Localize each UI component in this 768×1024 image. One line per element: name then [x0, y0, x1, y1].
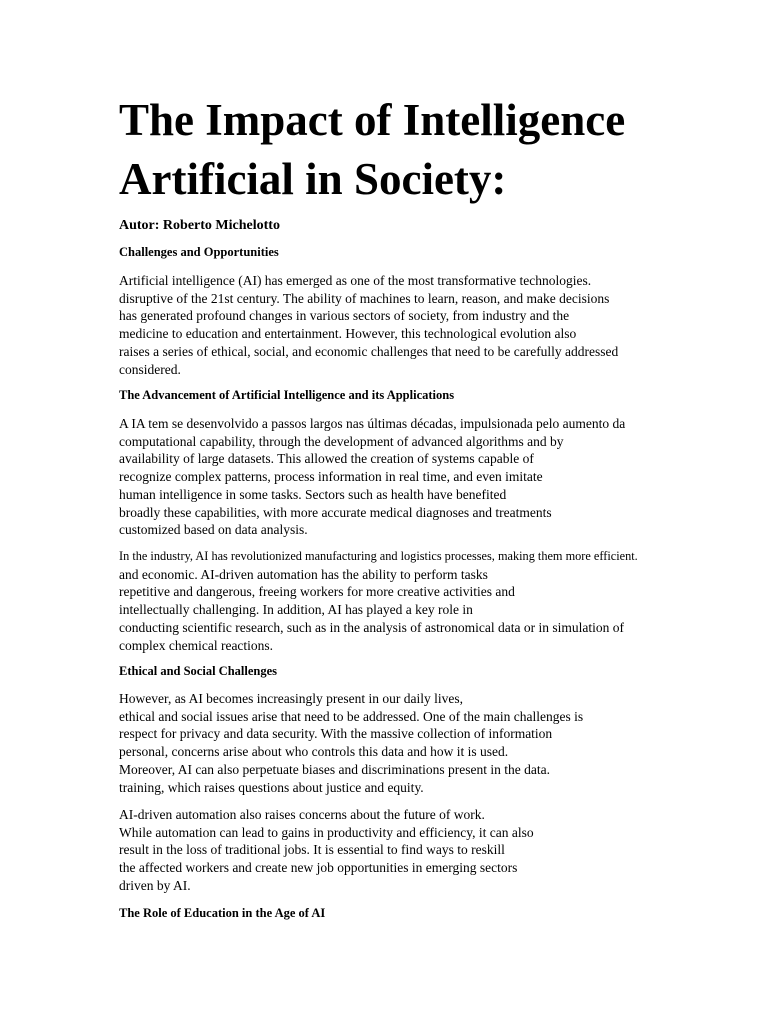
- paragraph-advancement: [119, 415, 625, 539]
- text-line: personal, concerns arise about who controls this data and how it is used.: [119, 744, 509, 760]
- document-title-line-1: The Impact of Intelligence: [119, 95, 626, 145]
- text-line: has generated profound changes in various sectors of society, from industry and the: [119, 308, 570, 324]
- text-line: computational capability, through the development of advanced algorithms and by: [119, 433, 564, 449]
- text-line: However, as AI becomes increasingly present in our daily lives,: [119, 691, 463, 706]
- text-line: In the industry, AI has revolutionized manufacturing and logistics processes, making them more efficient.: [119, 549, 638, 563]
- text-line: recognize complex patterns, process information in real time, and even imitate: [119, 469, 543, 485]
- text-line: training, which raises questions about justice and equity.: [119, 779, 424, 795]
- text-line: medicine to education and entertainment. However, this technological evolution also: [119, 326, 577, 342]
- text-line: While automation can lead to gains in productivity and efficiency, it can also: [119, 824, 534, 840]
- paragraph-automation: [119, 806, 534, 895]
- text-line: availability of large datasets. This allowed the creation of systems capable of: [119, 451, 534, 467]
- text-line: conducting scientific research, such as in the analysis of astronomical data or in simulation of: [119, 619, 624, 635]
- text-line: respect for privacy and data security. With the massive collection of information: [119, 726, 553, 742]
- section-heading-ethical: Ethical and Social Challenges: [119, 664, 278, 678]
- paragraph-ethical: [119, 690, 583, 796]
- text-line: broadly these capabilities, with more accurate medical diagnoses and treatments: [119, 504, 552, 520]
- text-line: human intelligence in some tasks. Sectors such as health have benefited: [119, 486, 507, 502]
- text-line: customized based on data analysis.: [119, 522, 308, 538]
- text-line: A IA tem se desenvolvido a passos largos nas últimas décadas, impulsionada pelo aumento da: [119, 416, 626, 431]
- text-line: raises a series of ethical, social, and economic challenges that need to be carefully addressed: [119, 343, 619, 359]
- text-line: Artificial intelligence (AI) has emerged as one of the most transformative technologies.: [119, 273, 592, 288]
- text-line: driven by AI.: [119, 877, 191, 893]
- text-line: result in the loss of traditional jobs. It is essential to find ways to reskill: [119, 842, 505, 858]
- author-line: Autor: Roberto Michelotto: [119, 218, 280, 233]
- text-line: repetitive and dangerous, freeing workers for more creative activities and: [119, 584, 515, 600]
- paragraph-introduction: [119, 272, 618, 378]
- text-line: and economic. AI-driven automation has the ability to perform tasks: [119, 566, 488, 582]
- section-heading-education: The Role of Education in the Age of AI: [119, 906, 326, 920]
- subtitle-heading: Challenges and Opportunities: [119, 245, 279, 259]
- document-title-line-2: Artificial in Society:: [119, 154, 507, 204]
- text-line: the affected workers and create new job opportunities in emerging sectors: [119, 860, 518, 876]
- text-line: intellectually challenging. In addition, AI has played a key role in: [119, 602, 473, 618]
- section-heading-advancement: The Advancement of Artificial Intelligence and its Applications: [119, 388, 455, 402]
- text-line: complex chemical reactions.: [119, 637, 274, 653]
- text-line: disruptive of the 21st century. The ability of machines to learn, reason, and make decisions: [119, 290, 610, 306]
- text-line: AI-driven automation also raises concerns about the future of work.: [119, 807, 485, 822]
- text-line: ethical and social issues arise that need to be addressed. One of the main challenges is: [119, 708, 584, 724]
- text-line: considered.: [119, 361, 181, 377]
- paragraph-industry: [119, 548, 638, 654]
- text-line: Moreover, AI can also perpetuate biases and discriminations present in the data.: [119, 761, 550, 777]
